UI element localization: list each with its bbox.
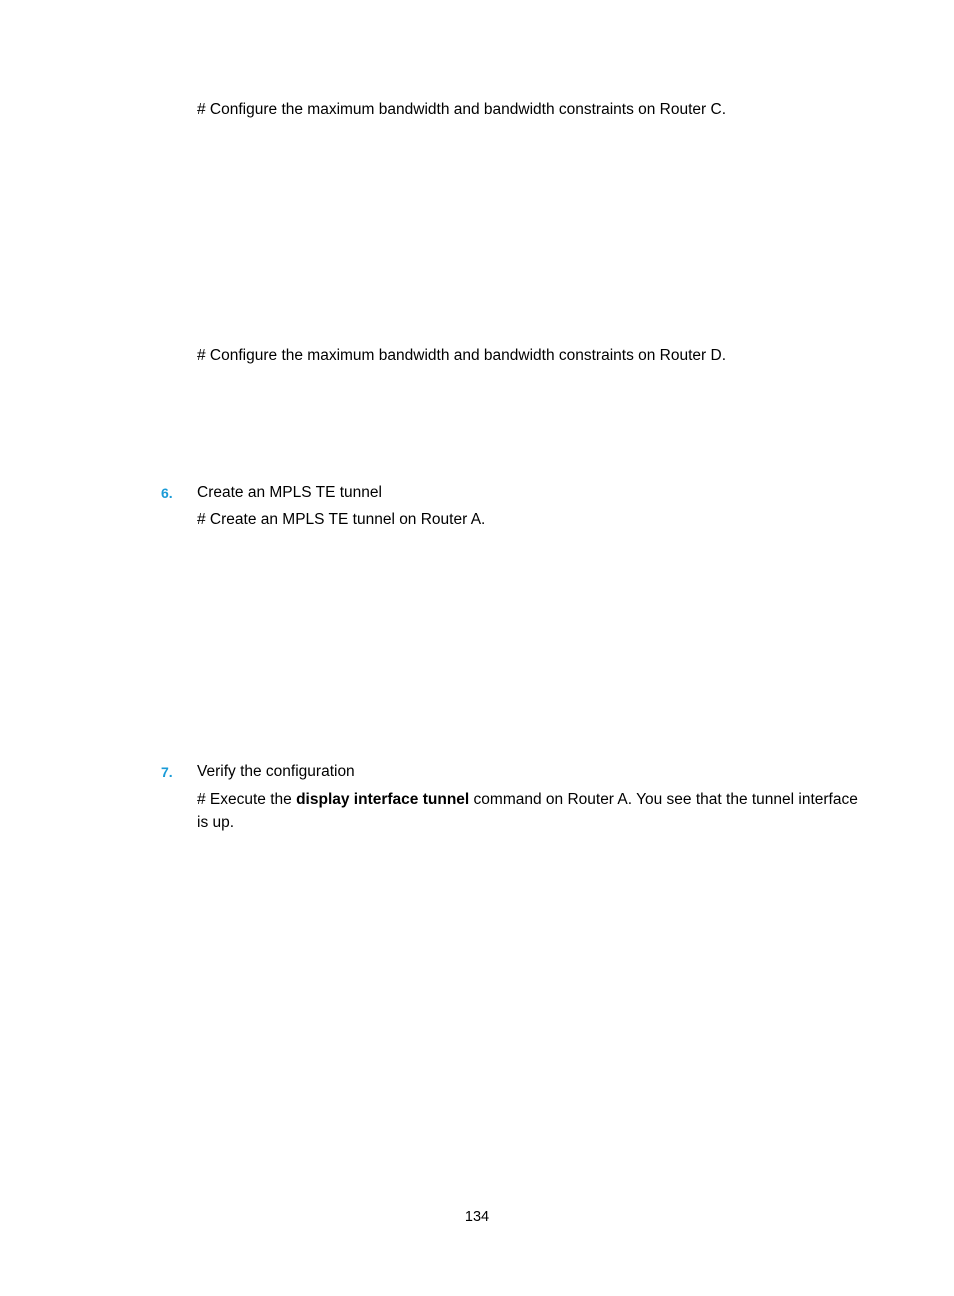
step-7-title: Verify the configuration: [197, 763, 355, 780]
step-7-note: [197, 788, 869, 834]
step-7-note-prefix: # Execute the: [197, 791, 297, 808]
step-6-title: Create an MPLS TE tunnel: [197, 484, 382, 501]
step-7-note-suffix: command on Router A. You see that the tunnel interface is up.: [197, 791, 858, 831]
display-interface-tunnel-command: display interface tunnel: [296, 791, 470, 808]
step-6-note: # Create an MPLS TE tunnel on Router A.: [197, 511, 486, 528]
router-d-bandwidth-note: # Configure the maximum bandwidth and bandwidth constraints on Router D.: [197, 347, 727, 364]
router-c-bandwidth-note: # Configure the maximum bandwidth and bandwidth constraints on Router C.: [197, 101, 727, 118]
step-6-number: 6.: [161, 485, 173, 501]
step-7-number: 7.: [161, 764, 173, 780]
page-number: 134: [464, 1209, 490, 1225]
